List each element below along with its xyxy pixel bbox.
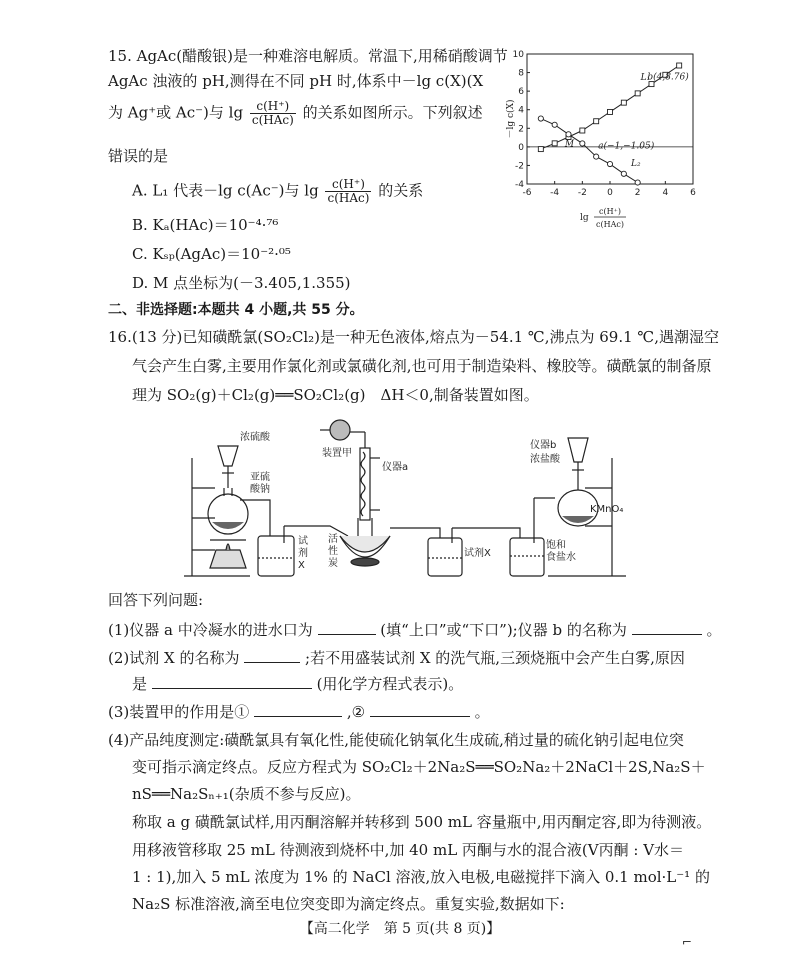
p2-text-c: 是 — [132, 675, 148, 693]
x-axis-label-den: c(HAc) — [596, 220, 624, 229]
data-point-l1 — [552, 141, 557, 146]
p1-blank-1[interactable] — [318, 618, 376, 635]
x-axis-label-prefix: lg — [580, 213, 589, 223]
brine-bottle — [510, 498, 544, 576]
gas-bottle-x-right — [428, 528, 462, 576]
data-point-l1 — [621, 100, 626, 105]
q15-line-4: 错误的是 — [108, 147, 169, 165]
q16-part-4-line-7: Na₂S 标准溶液,滴至电位突变即为滴定终点。重复实验,数据如下: — [132, 895, 565, 913]
apparatus-diagram — [180, 418, 630, 583]
q15-option-a — [132, 178, 423, 205]
label-reagent-x-3: X — [298, 560, 305, 571]
p2-text-d: (用化学方程式表示)。 — [316, 675, 464, 693]
funnel-b — [568, 438, 588, 490]
y-tick-label: -2 — [515, 161, 524, 172]
gas-bottle-x — [258, 526, 294, 576]
q15-line-1: 15. AgAc(醋酸银)是一种难溶电解质。常温下,用稀硝酸调节 — [108, 47, 508, 65]
p2-blank-1[interactable] — [244, 646, 300, 663]
drying-tube-jia — [320, 420, 365, 448]
p1-blank-2[interactable] — [632, 618, 702, 635]
data-point-l2 — [621, 171, 626, 176]
q16-intro-2: 气会产生白雾,主要用作氯化剂或氯磺化剂,也可用于制造染料、橡胶等。磺酰氯的制备原 — [132, 357, 712, 375]
label-active-1: 活 — [328, 534, 338, 545]
alcohol-lamp — [210, 540, 246, 568]
q15-line-3-pre: 为 Ag⁺或 Ac⁻)与 lg — [108, 103, 244, 122]
section-2-heading: 二、非选择题:本题共 4 小题,共 55 分。 — [108, 302, 364, 318]
x-tick-label: -2 — [577, 188, 587, 198]
label-kmno4: KMnO₄ — [590, 504, 624, 515]
x-tick-label: 4 — [662, 188, 669, 198]
p2-blank-2[interactable] — [152, 672, 312, 689]
label-saturated-2: 食盐水 — [546, 552, 576, 563]
q15-fraction — [250, 100, 296, 127]
condenser-a — [360, 448, 380, 520]
option-a-post: 的关系 — [378, 181, 424, 200]
label-active-2: 性 — [328, 546, 338, 557]
chart-annotation: a(−1,−1.05) — [598, 141, 655, 152]
option-a-fraction — [325, 178, 371, 205]
data-point-l1 — [594, 119, 599, 124]
option-a-pre: A. L₁ 代表－lg c(Ac⁻)与 lg — [132, 181, 319, 200]
p3-blank-1[interactable] — [254, 700, 342, 717]
label-instrument-a: 仪器a — [382, 462, 409, 473]
q16-part-4-line-4: 称取 a g 磺酰氯试样,用丙酮溶解并转移到 500 mL 容量瓶中,用丙酮定容,即为待测液。 — [132, 813, 712, 831]
page-footer: 【高二化学 第 5 页(共 8 页)】 — [299, 921, 501, 937]
data-point-l1 — [608, 109, 613, 114]
p1-text-a: (1)仪器 a 中冷凝水的进水口为 — [108, 621, 313, 639]
y-tick-label: -4 — [515, 180, 524, 190]
q15-frac-den: c(HAc) — [251, 113, 294, 127]
y-tick-label: 2 — [518, 124, 524, 135]
q15-option-b: B. Kₐ(HAc)＝10⁻⁴·⁷⁶ — [132, 216, 279, 234]
q15-option-c: C. Kₛₚ(AgAc)＝10⁻²·⁰⁵ — [132, 245, 291, 263]
option-a-frac-num: c(H⁺) — [325, 178, 371, 192]
data-point-l1 — [677, 63, 682, 68]
label-instrument-b: 仪器b — [530, 440, 557, 451]
q16-part-1 — [108, 618, 768, 640]
q16-part-4-line-3: nS══Na₂Sₙ₊₁(杂质不参与反应)。 — [132, 785, 361, 803]
x-tick-label: 0 — [607, 188, 613, 198]
y-tick-label: 0 — [518, 142, 524, 153]
x-axis-label-num: c(H⁺) — [599, 207, 621, 216]
q16-part-3 — [108, 700, 768, 722]
label-sulfite-2: 酸钠 — [250, 484, 270, 495]
p1-text-c: 。 — [706, 621, 722, 639]
data-point-l1 — [538, 147, 543, 152]
q16-part-4-line-5: 用移液管移取 25 mL 待测液到烧杯中,加 40 mL 丙酮与水的混合液(V丙酮 : V水＝ — [132, 841, 685, 859]
q15-frac-num: c(H⁺) — [250, 100, 296, 114]
data-point-l1 — [580, 128, 585, 133]
p1-text-b: (填“上口”或“下口”);仪器 b 的名称为 — [380, 621, 627, 639]
q16-part-4-line-2: 变可指示滴定终点。反应方程式为 SO₂Cl₂＋2Na₂S══SO₂Na₂＋2NaCl＋2S,Na₂S＋ — [132, 758, 706, 776]
label-reagent-x-2: 剂 — [298, 548, 308, 559]
data-point-l2 — [607, 161, 612, 166]
q16-part-2 — [108, 646, 768, 668]
chart-annotation: b(4,8.76) — [647, 72, 689, 83]
data-point-l2 — [580, 141, 585, 146]
label-conc-hcl: 浓盐酸 — [530, 454, 560, 465]
p3-text-b: ,② — [346, 703, 366, 721]
p2-text-b: ;若不用盛装试剂 X 的洗气瓶,三颈烧瓶中会产生白雾,原因 — [305, 649, 685, 667]
y-tick-label: 6 — [518, 87, 524, 98]
q15-chart — [505, 42, 705, 242]
label-device-jia: 装置甲 — [322, 448, 352, 459]
chart-marks — [538, 63, 689, 185]
p3-text-a: (3)装置甲的作用是① — [108, 703, 250, 721]
sulfite-flask — [208, 488, 248, 534]
q16-part-4-line-1: (4)产品纯度测定:磺酰氯具有氧化性,能使硫化钠氧化生成硫,稍过量的硫化钠引起电位突 — [108, 731, 684, 749]
data-point-l2 — [552, 122, 557, 127]
q16-intro-1: 16.(13 分)已知磺酰氯(SO₂Cl₂)是一种无色液体,熔点为－54.1 ℃,沸点为 69.1 ℃,遇潮湿空 — [108, 328, 719, 346]
label-reagent-x-right: 试剂X — [464, 548, 491, 559]
y-tick-label: 4 — [518, 105, 524, 116]
answer-prompt: 回答下列问题: — [108, 591, 204, 609]
x-tick-label: -4 — [550, 188, 560, 198]
p2-text-a: (2)试剂 X 的名称为 — [108, 649, 240, 667]
three-neck-flask — [340, 518, 390, 566]
chart-annotation: L₂ — [630, 159, 641, 170]
y-axis-label: －lg c(X) — [506, 99, 516, 139]
label-conc-h2so4: 浓硫酸 — [240, 432, 270, 443]
chart-annotation: M — [564, 139, 575, 150]
data-point-l2 — [594, 154, 599, 159]
x-tick-label: -6 — [522, 188, 532, 198]
q16-intro-3: 理为 SO₂(g)＋Cl₂(g)══SO₂Cl₂(g) ΔH＜0,制备装置如图。 — [132, 386, 539, 404]
q15-line-3 — [108, 100, 508, 127]
q16-part-2-cont — [132, 672, 792, 694]
option-a-frac-den: c(HAc) — [327, 191, 370, 205]
data-point-l1 — [635, 91, 640, 96]
label-active-3: 炭 — [328, 558, 338, 569]
q15-line-2: AgAc 浊液的 pH,测得在不同 pH 时,体系中－lg c(X)(X — [108, 72, 484, 90]
sulfuric-acid-funnel — [218, 446, 238, 488]
q15-option-d: D. M 点坐标为(－3.405,1.355) — [132, 274, 351, 292]
label-sulfite-1: 亚硫 — [250, 472, 270, 483]
q15-line-3-post: 的关系如图所示。下列叙述 — [302, 103, 483, 122]
x-tick-label: 2 — [634, 188, 641, 198]
p3-blank-2[interactable] — [370, 700, 470, 717]
label-reagent-x-1: 试 — [298, 536, 308, 547]
chart-annotation: L₁ — [640, 72, 651, 83]
data-point-l2 — [538, 116, 543, 121]
data-point-l2 — [635, 180, 640, 185]
p3-text-c: 。 — [474, 703, 490, 721]
corner-mark: ⌐ — [681, 935, 692, 949]
y-tick-label: 10 — [512, 50, 524, 60]
data-point-l2 — [566, 132, 571, 137]
q16-part-4-line-6: 1 : 1),加入 5 mL 浓度为 1% 的 NaCl 溶液,放入电极,电磁搅拌下滴入 0.1 mol·L⁻¹ 的 — [132, 868, 710, 886]
y-tick-label: 8 — [518, 68, 524, 79]
x-tick-label: 6 — [690, 188, 696, 198]
label-saturated-1: 饱和 — [546, 540, 566, 551]
